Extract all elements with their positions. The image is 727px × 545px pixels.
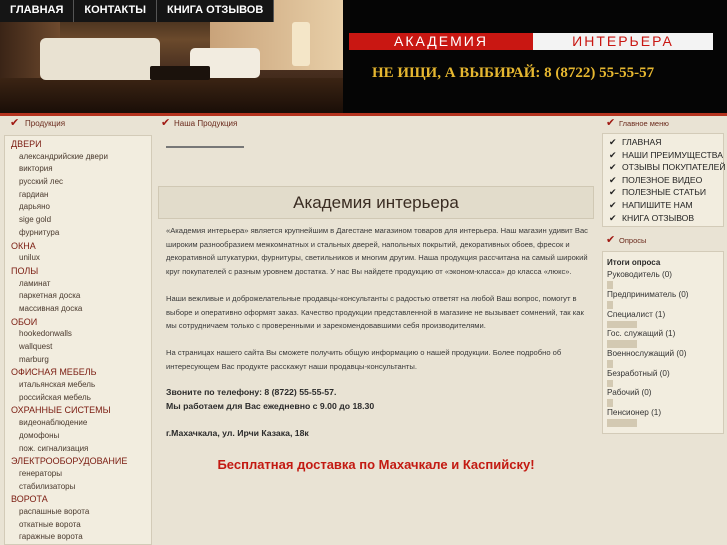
category-list bbox=[4, 135, 152, 545]
main-menu-item[interactable] bbox=[609, 161, 726, 174]
poll-option-label: Безработный (0) bbox=[607, 368, 670, 378]
subcategory-link[interactable]: массивная доска bbox=[19, 303, 83, 313]
subcategory-link[interactable]: виктория bbox=[19, 164, 53, 174]
category-link[interactable]: ОКНА bbox=[11, 240, 36, 251]
poll-result-bar bbox=[607, 340, 637, 348]
category-link[interactable]: ОФИСНАЯ МЕБЕЛЬ bbox=[11, 367, 97, 378]
main-menu-item-label: НАПИШИТЕ НАМ bbox=[622, 199, 693, 210]
subcategory-link[interactable]: гардиан bbox=[19, 189, 49, 199]
top-nav bbox=[0, 0, 274, 22]
subcategory-link[interactable]: wallquest bbox=[19, 342, 53, 351]
poll-option-label: Гос. служащий (1) bbox=[607, 329, 676, 339]
check-icon: ✔ bbox=[606, 117, 616, 129]
subcategory-link[interactable]: marburg bbox=[19, 354, 49, 364]
main-menu-item-label: ПОЛЕЗНЫЕ СТАТЬИ bbox=[622, 187, 707, 198]
subcategory-link[interactable]: генераторы bbox=[19, 468, 63, 478]
main-menu-label: Главное меню bbox=[619, 119, 669, 128]
check-icon: ✔ bbox=[609, 174, 617, 185]
paragraph-intro: «Академия интерьера» является крупнейшим в Дагестане магазином товаров для интерьера. Наш магазин удивит Вас широким разнообразием межкомнатных и стальных дверей, напольных покрытий, декоративных обоев, фресок и декоративной штукатурки, фурнитуры, светильников и многим другим. Наша продукция рассчитана на самый широкий круг покупателей с разным уровнем достатка. У нас Вы найдете продукцию от «эконом-класса» до класса «люкс». bbox=[166, 226, 588, 277]
poll-result-bar bbox=[607, 380, 613, 388]
check-icon: ✔ bbox=[606, 234, 616, 247]
main-menu-item-label: ОТЗЫВЫ ПОКУПАТЕЛЕЙ bbox=[622, 162, 726, 173]
logo[interactable] bbox=[349, 33, 713, 50]
poll-rows bbox=[607, 269, 719, 427]
subcategory-link[interactable]: александрийские двери bbox=[19, 151, 108, 161]
paragraph-consultants: Наши вежливые и доброжелательные продавцы-консультанты с радостью ответят на любой Ваш вопрос, помогут в выборе и оперативно оформят заказ. Качество продукции представленной в магазине не вызывает сомнений, так как мы сотрудничаем только с проверенными и зарекомендовавшими себя производителями. bbox=[166, 293, 584, 331]
subcategory-link[interactable]: стабилизаторы bbox=[19, 481, 76, 491]
divider bbox=[166, 146, 244, 148]
category-link[interactable]: ОХРАННЫЕ СИСТЕМЫ bbox=[11, 405, 111, 416]
delivery-banner: Бесплатная доставка по Махачкале и Каспийску! bbox=[217, 457, 535, 472]
products-sidebar bbox=[4, 116, 152, 545]
poll-option-label: Специалист (1) bbox=[607, 309, 666, 319]
nav-guestbook[interactable]: КНИГА ОТЗЫВОВ bbox=[157, 0, 274, 22]
phone-line: Звоните по телефону: 8 (8722) 55-55-57. bbox=[166, 387, 337, 398]
subcategory-link[interactable]: распашные ворота bbox=[19, 506, 90, 516]
check-icon: ✔ bbox=[609, 149, 617, 160]
poll-option-label: Предприниматель (0) bbox=[607, 289, 689, 299]
right-sidebar bbox=[602, 116, 724, 545]
main-menu-item-label: НАШИ ПРЕИМУЩЕСТВА bbox=[622, 149, 723, 160]
main-content bbox=[158, 116, 594, 545]
category-link[interactable]: ЭЛЕКТРООБОРУДОВАНИЕ bbox=[11, 456, 128, 467]
logo-part1: АКАДЕМИЯ bbox=[349, 33, 533, 50]
our-products-label: Наша Продукция bbox=[174, 119, 238, 128]
poll-result-bar bbox=[607, 281, 613, 289]
slogan: НЕ ИЩИ, А ВЫБИРАЙ: 8 (8722) 55-55-57 bbox=[372, 65, 655, 81]
poll-result-bar bbox=[607, 419, 637, 427]
subcategory-link[interactable]: sige gold bbox=[19, 215, 52, 225]
check-icon: ✔ bbox=[161, 117, 171, 129]
subcategory-link[interactable]: гаражные ворота bbox=[19, 532, 83, 542]
main-menu bbox=[602, 133, 724, 227]
poll-title: Итоги опроса bbox=[607, 258, 661, 268]
poll-result-bar bbox=[607, 301, 613, 309]
main-menu-item[interactable] bbox=[609, 136, 723, 149]
nav-home[interactable]: ГЛАВНАЯ bbox=[0, 0, 74, 22]
our-products-heading bbox=[158, 116, 594, 133]
subcategory-link[interactable]: hookedonwalls bbox=[19, 329, 72, 339]
subcategory-link[interactable]: unilux bbox=[19, 253, 40, 263]
main-menu-item[interactable] bbox=[609, 186, 723, 199]
check-icon: ✔ bbox=[609, 212, 617, 223]
poll-option-label: Руководитель (0) bbox=[607, 270, 673, 280]
poll-option-label: Военнослужащий (0) bbox=[607, 348, 687, 358]
paragraph-site-info: На страницах нашего сайта Вы сможете получить общую информацию о нашей продукции. Более подробно об интересующем Вас продукте расскажут наши продавцы-консультанты. bbox=[166, 347, 562, 371]
subcategory-link[interactable]: паркетная доска bbox=[19, 291, 81, 301]
category-link[interactable]: ВОРОТА bbox=[11, 494, 48, 505]
poll-result-bar bbox=[607, 360, 613, 368]
products-heading-label: Продукция bbox=[25, 119, 66, 128]
polls-heading bbox=[602, 233, 724, 250]
subcategory-link[interactable]: домофоны bbox=[19, 430, 60, 440]
subcategory-link[interactable]: российская мебель bbox=[19, 392, 91, 402]
page-title: Академия интерьера bbox=[158, 186, 594, 219]
category-link[interactable]: ДВЕРИ bbox=[11, 139, 42, 149]
hours-line: Мы работаем для Вас ежедневно с 9.00 до 18.30 bbox=[166, 401, 375, 412]
polls-heading-label: Опросы bbox=[619, 236, 647, 246]
subcategory-link[interactable]: фурнитура bbox=[19, 227, 60, 237]
poll-result-bar bbox=[607, 399, 613, 407]
main-menu-heading bbox=[602, 116, 724, 133]
category-link[interactable]: ОБОИ bbox=[11, 316, 38, 327]
main-menu-item[interactable] bbox=[609, 174, 723, 187]
subcategory-link[interactable]: пож. сигнализация bbox=[19, 443, 89, 453]
address-line: г.Махачкала, ул. Ирчи Казака, 18к bbox=[166, 427, 309, 438]
main-menu-item-label: ПОЛЕЗНОЕ ВИДЕО bbox=[622, 174, 703, 185]
logo-part2: ИНТЕРЬЕРА bbox=[533, 33, 713, 50]
subcategory-link[interactable]: дарьяно bbox=[19, 202, 50, 212]
poll-result-bar bbox=[607, 321, 637, 329]
subcategory-link[interactable]: ламинат bbox=[19, 278, 51, 288]
main-menu-item-label: ГЛАВНАЯ bbox=[622, 137, 662, 147]
check-icon: ✔ bbox=[609, 187, 617, 198]
main-menu-item-label: КНИГА ОТЗЫВОВ bbox=[622, 212, 695, 223]
category-link[interactable]: ПОЛЫ bbox=[11, 265, 39, 276]
main-menu-item[interactable] bbox=[609, 212, 723, 225]
poll-option-label: Рабочий (0) bbox=[607, 388, 652, 398]
subcategory-link[interactable]: откатные ворота bbox=[19, 519, 81, 529]
article-body bbox=[166, 224, 588, 440]
main-menu-item[interactable] bbox=[609, 149, 723, 162]
products-heading bbox=[4, 116, 152, 133]
poll-results bbox=[602, 251, 724, 434]
check-icon: ✔ bbox=[609, 137, 617, 147]
nav-contacts[interactable]: КОНТАКТЫ bbox=[74, 0, 157, 22]
main-menu-item[interactable] bbox=[609, 199, 723, 212]
subcategory-link[interactable]: русский лес bbox=[19, 177, 64, 187]
check-icon: ✔ bbox=[10, 117, 20, 129]
check-icon: ✔ bbox=[609, 199, 617, 210]
subcategory-link[interactable]: итальянская мебель bbox=[19, 380, 96, 390]
subcategory-link[interactable]: видеонаблюдение bbox=[19, 418, 88, 428]
poll-option-label: Пенсионер (1) bbox=[607, 407, 662, 417]
header bbox=[0, 0, 727, 113]
check-icon: ✔ bbox=[609, 162, 617, 173]
